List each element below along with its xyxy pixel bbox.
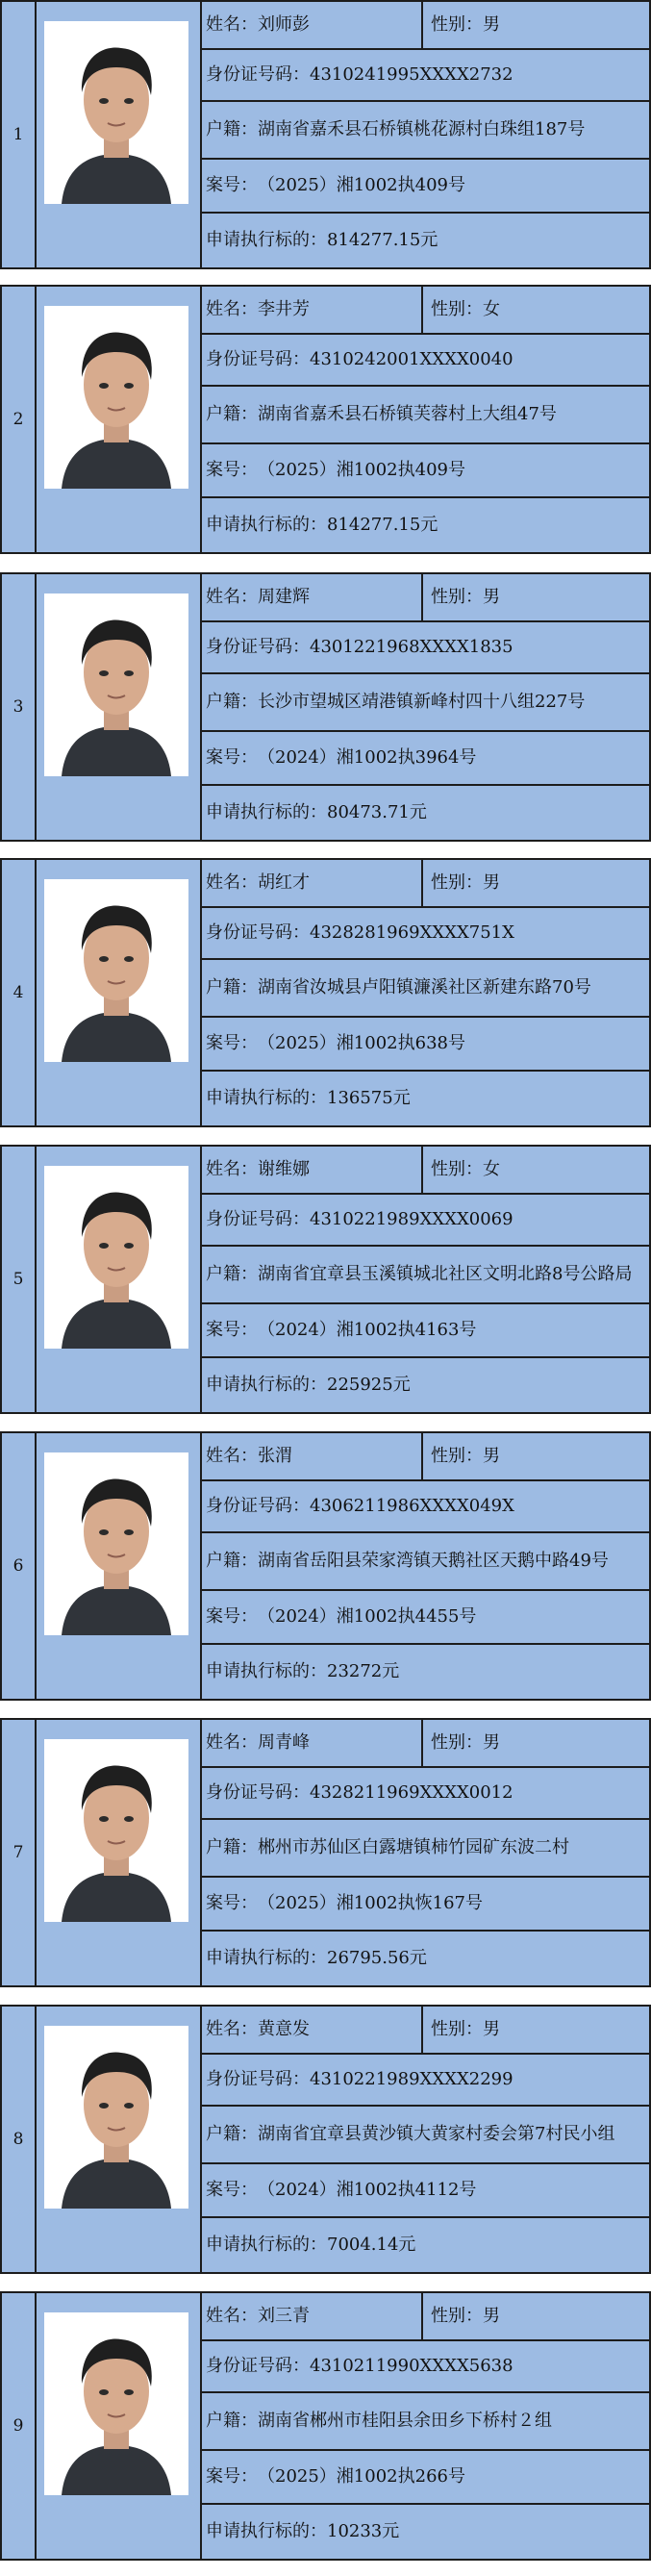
amount-row [200,1645,649,1699]
photo-cell [35,287,202,552]
case-value: （2024）湘1002执3964号 [258,747,477,768]
household-row [200,2393,649,2451]
id-value: 4310211990XXXX5638 [310,2356,513,2376]
gender-value: 女 [483,299,500,319]
case-row [200,2164,649,2218]
name-cell [200,1433,423,1479]
record-card-2 [0,285,651,554]
household-value: 湖南省岳阳县荣家湾镇天鹅社区天鹅中路49号 [258,1551,609,1571]
case-label: 案号： [206,1893,258,1913]
gender-label: 性别： [431,587,483,607]
record-card-5 [0,1145,651,1414]
case-label: 案号： [206,1320,258,1340]
photo-cell [35,1147,202,1412]
amount-label: 申请执行标的： [206,515,327,535]
case-row [200,732,649,786]
case-row [200,1591,649,1645]
record-index: 2 [2,287,37,552]
gender-label: 性别： [431,1159,483,1179]
name-value: 谢维娜 [258,1159,310,1179]
amount-value: 23272元 [327,1661,400,1681]
gender-label: 性别： [431,1446,483,1466]
name-value: 胡红才 [258,872,310,893]
id-value: 4328281969XXXX751X [310,922,514,943]
case-row [200,1018,649,1072]
name-gender-row [200,2,649,50]
portrait-photo [44,1166,188,1349]
name-label: 姓名： [206,2306,258,2326]
household-text [206,976,597,999]
case-label: 案号： [206,175,258,195]
name-gender-row [200,1147,649,1195]
name-label: 姓名： [206,587,258,607]
record-card-6 [0,1431,651,1701]
case-value: （2025）湘1002执409号 [258,460,465,480]
record-index: 1 [2,2,37,267]
amount-row [200,1932,649,1985]
id-row [200,1195,649,1247]
photo-cell [35,574,202,840]
case-label: 案号： [206,1606,258,1627]
case-label: 案号： [206,2180,258,2200]
household-value: 湖南省宜章县黄沙镇大黄家村委会第7村民小组 [258,2124,615,2144]
household-label: 户籍： [206,1264,258,1284]
record-card-3 [0,572,651,842]
gender-value: 男 [483,14,500,35]
photo-cell [35,2293,202,2559]
portrait-photo [44,2312,188,2495]
gender-value: 男 [483,1732,500,1753]
id-label: 身份证号码： [206,1496,310,1516]
amount-value: 10233元 [327,2521,400,2541]
id-value: 4328211969XXXX0012 [310,1782,513,1803]
amount-value: 136575元 [327,1088,411,1108]
photo-cell [35,1720,202,1985]
household-value: 湖南省嘉禾县石桥镇桃花源村白珠组187号 [258,119,586,139]
photo-cell [35,2,202,267]
household-label: 户籍： [206,1551,258,1571]
portrait-photo [44,879,188,1062]
household-text [206,1836,575,1859]
id-row [200,335,649,387]
household-row [200,102,649,160]
portrait-photo [44,593,188,776]
person-silhouette-icon [44,593,188,776]
record-card-4 [0,858,651,1127]
case-label: 案号： [206,747,258,768]
photo-cell [35,1433,202,1699]
id-label: 身份证号码： [206,2356,310,2376]
record-index: 3 [2,574,37,840]
gender-value: 男 [483,1446,500,1466]
household-row [200,1820,649,1878]
gender-cell [423,287,500,333]
case-label: 案号： [206,2466,258,2487]
portrait-photo [44,21,188,204]
gender-cell [423,1720,500,1766]
gender-label: 性别： [431,1732,483,1753]
amount-row [200,2505,649,2559]
photo-cell [35,2007,202,2272]
household-text [206,2123,620,2146]
amount-value: 7004.14元 [327,2235,416,2255]
name-gender-row [200,287,649,335]
case-row [200,1878,649,1932]
gender-label: 性别： [431,2019,483,2039]
case-value: （2024）湘1002执4112号 [258,2180,477,2200]
household-row [200,960,649,1018]
case-row [200,1304,649,1358]
household-text [206,118,590,141]
household-value: 湖南省郴州市桂阳县余田乡下桥村２组 [258,2411,552,2431]
case-row [200,2451,649,2505]
name-label: 姓名： [206,1446,258,1466]
person-silhouette-icon [44,2312,188,2495]
id-row [200,1768,649,1820]
amount-label: 申请执行标的： [206,1375,327,1395]
amount-value: 814277.15元 [327,515,438,535]
amount-value: 80473.71元 [327,802,427,822]
case-label: 案号： [206,460,258,480]
name-value: 刘三青 [258,2306,310,2326]
household-row [200,674,649,732]
gender-cell [423,2,500,48]
id-row [200,908,649,960]
record-card-9 [0,2291,651,2561]
id-row [200,2341,649,2393]
name-cell [200,287,423,333]
household-label: 户籍： [206,2411,258,2431]
household-text [206,2410,558,2433]
record-index: 8 [2,2007,37,2272]
portrait-photo [44,1739,188,1922]
name-value: 周建辉 [258,587,310,607]
name-cell [200,2293,423,2339]
amount-label: 申请执行标的： [206,230,327,250]
name-label: 姓名： [206,14,258,35]
case-value: （2025）湘1002执266号 [258,2466,465,2487]
case-row [200,444,649,498]
household-label: 户籍： [206,692,258,712]
name-cell [200,574,423,620]
case-value: （2025）湘1002执409号 [258,175,465,195]
household-text [206,1550,614,1573]
household-label: 户籍： [206,1837,258,1857]
id-label: 身份证号码： [206,349,310,369]
gender-value: 男 [483,872,500,893]
id-value: 4310221989XXXX0069 [310,1209,513,1229]
gender-cell [423,860,500,906]
amount-label: 申请执行标的： [206,1661,327,1681]
name-label: 姓名： [206,1732,258,1753]
gender-cell [423,574,500,620]
id-label: 身份证号码： [206,64,310,85]
id-label: 身份证号码： [206,637,310,657]
portrait-photo [44,2026,188,2209]
name-cell [200,860,423,906]
photo-cell [35,860,202,1125]
amount-row [200,1072,649,1125]
record-index: 6 [2,1433,37,1699]
gender-label: 性别： [431,872,483,893]
gender-value: 男 [483,587,500,607]
name-cell [200,1147,423,1193]
household-value: 湖南省宜章县玉溪镇城北社区文明北路8号公路局 [258,1264,633,1284]
gender-label: 性别： [431,299,483,319]
record-card-8 [0,2005,651,2274]
gender-value: 男 [483,2019,500,2039]
id-label: 身份证号码： [206,922,310,943]
name-value: 张渭 [258,1446,292,1466]
name-value: 李井芳 [258,299,310,319]
household-label: 户籍： [206,977,258,998]
amount-value: 225925元 [327,1375,411,1395]
amount-row [200,786,649,840]
person-silhouette-icon [44,21,188,204]
gender-cell [423,1147,500,1193]
household-text [206,1263,638,1286]
case-label: 案号： [206,1033,258,1053]
name-gender-row [200,860,649,908]
name-label: 姓名： [206,872,258,893]
name-gender-row [200,2007,649,2055]
amount-label: 申请执行标的： [206,1088,327,1108]
name-gender-row [200,574,649,622]
household-text [206,691,590,714]
id-row [200,622,649,674]
name-value: 黄意发 [258,2019,310,2039]
amount-label: 申请执行标的： [206,1948,327,1968]
person-silhouette-icon [44,1452,188,1635]
gender-cell [423,1433,500,1479]
person-silhouette-icon [44,879,188,1062]
name-gender-row [200,1720,649,1768]
person-silhouette-icon [44,306,188,489]
household-value: 郴州市苏仙区白露塘镇柿竹园矿东波二村 [258,1837,569,1857]
household-value: 湖南省嘉禾县石桥镇芙蓉村上大组47号 [258,404,557,424]
amount-row [200,498,649,552]
household-row [200,1533,649,1591]
id-value: 4310241995XXXX2732 [310,64,513,85]
person-silhouette-icon [44,1166,188,1349]
name-label: 姓名： [206,2019,258,2039]
person-silhouette-icon [44,2026,188,2209]
record-index: 9 [2,2293,37,2559]
id-label: 身份证号码： [206,2069,310,2089]
gender-label: 性别： [431,14,483,35]
name-gender-row [200,1433,649,1481]
case-value: （2025）湘1002执恢167号 [258,1893,483,1913]
name-cell [200,1720,423,1766]
id-value: 4310242001XXXX0040 [310,349,513,369]
name-value: 刘师彭 [258,14,310,35]
amount-label: 申请执行标的： [206,2235,327,2255]
id-row [200,2055,649,2107]
id-value: 4310221989XXXX2299 [310,2069,513,2089]
gender-cell [423,2293,500,2339]
case-value: （2024）湘1002执4163号 [258,1320,477,1340]
name-cell [200,2007,423,2053]
household-label: 户籍： [206,2124,258,2144]
case-value: （2025）湘1002执638号 [258,1033,465,1053]
household-row [200,387,649,444]
id-row [200,1481,649,1533]
household-label: 户籍： [206,119,258,139]
household-value: 湖南省汝城县卢阳镇濂溪社区新建东路70号 [258,977,591,998]
id-label: 身份证号码： [206,1209,310,1229]
record-card-7 [0,1718,651,1987]
amount-label: 申请执行标的： [206,802,327,822]
amount-value: 814277.15元 [327,230,438,250]
record-index: 7 [2,1720,37,1985]
amount-row [200,1358,649,1412]
household-text [206,403,563,426]
gender-label: 性别： [431,2306,483,2326]
id-value: 4306211986XXXX049X [310,1496,514,1516]
person-silhouette-icon [44,1739,188,1922]
amount-value: 26795.56元 [327,1948,427,1968]
id-row [200,50,649,102]
case-value: （2024）湘1002执4455号 [258,1606,477,1627]
amount-row [200,214,649,267]
household-row [200,2107,649,2164]
portrait-photo [44,306,188,489]
gender-value: 男 [483,2306,500,2326]
record-card-1 [0,0,651,269]
name-gender-row [200,2293,649,2341]
id-label: 身份证号码： [206,1782,310,1803]
portrait-photo [44,1452,188,1635]
name-label: 姓名： [206,1159,258,1179]
amount-row [200,2218,649,2272]
name-label: 姓名： [206,299,258,319]
household-label: 户籍： [206,404,258,424]
gender-value: 女 [483,1159,500,1179]
household-row [200,1247,649,1304]
record-index: 4 [2,860,37,1125]
name-cell [200,2,423,48]
name-value: 周青峰 [258,1732,310,1753]
gender-cell [423,2007,500,2053]
record-index: 5 [2,1147,37,1412]
case-row [200,160,649,214]
id-value: 4301221968XXXX1835 [310,637,513,657]
amount-label: 申请执行标的： [206,2521,327,2541]
household-value: 长沙市望城区靖港镇新峰村四十八组227号 [258,692,586,712]
